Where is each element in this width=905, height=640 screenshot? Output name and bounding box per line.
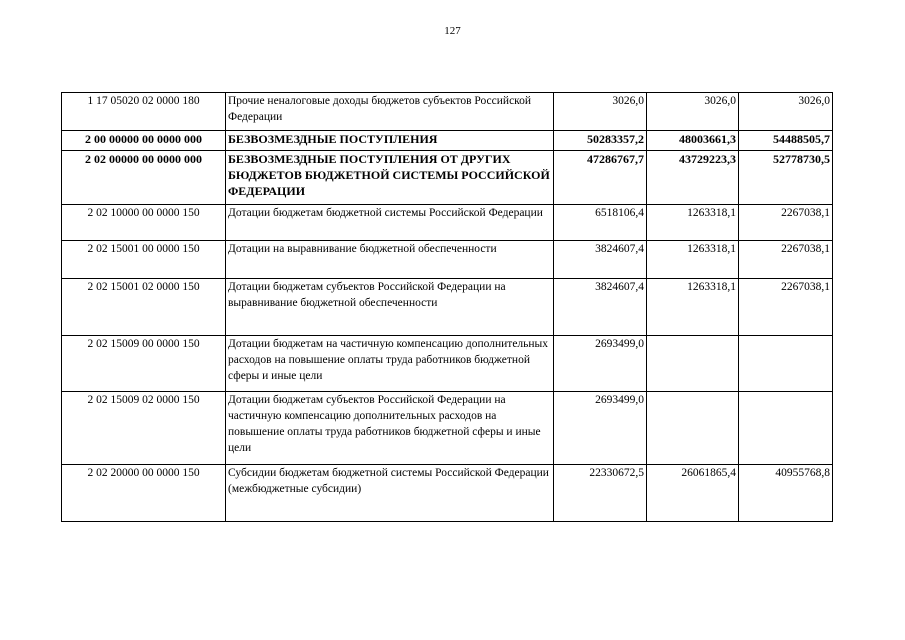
budget-code: 2 02 15001 02 0000 150 xyxy=(62,279,226,336)
value-year-2 xyxy=(647,392,739,465)
value-year-3 xyxy=(739,392,833,465)
value-year-2: 3026,0 xyxy=(647,93,739,131)
value-year-1: 47286767,7 xyxy=(554,151,647,205)
table-row xyxy=(62,205,833,241)
value-year-3: 3026,0 xyxy=(739,93,833,131)
value-year-1: 2693499,0 xyxy=(554,392,647,465)
budget-code: 2 02 15001 00 0000 150 xyxy=(62,241,226,279)
revenue-name: Дотации бюджетам бюджетной системы Российской Федерации xyxy=(226,205,554,241)
value-year-2 xyxy=(647,336,739,392)
budget-code: 2 00 00000 00 0000 000 xyxy=(62,131,226,151)
revenue-name: Дотации на выравнивание бюджетной обеспеченности xyxy=(226,241,554,279)
value-year-1: 2693499,0 xyxy=(554,336,647,392)
table-row xyxy=(62,131,833,151)
value-year-1: 3026,0 xyxy=(554,93,647,131)
budget-revenue-table xyxy=(61,92,833,522)
revenue-name: Прочие неналоговые доходы бюджетов субъектов Российской Федерации xyxy=(226,93,554,131)
page-number: 127 xyxy=(444,25,461,37)
value-year-2: 43729223,3 xyxy=(647,151,739,205)
value-year-3 xyxy=(739,336,833,392)
table-row xyxy=(62,336,833,392)
table-row xyxy=(62,465,833,522)
value-year-1: 50283357,2 xyxy=(554,131,647,151)
revenue-name: Субсидии бюджетам бюджетной системы Российской Федерации (межбюджетные субсидии) xyxy=(226,465,554,522)
budget-code: 2 02 10000 00 0000 150 xyxy=(62,205,226,241)
value-year-1: 22330672,5 xyxy=(554,465,647,522)
value-year-1: 3824607,4 xyxy=(554,279,647,336)
revenue-name: БЕЗВОЗМЕЗДНЫЕ ПОСТУПЛЕНИЯ ОТ ДРУГИХ БЮДЖЕТОВ БЮДЖЕТНОЙ СИСТЕМЫ РОССИЙСКОЙ ФЕДЕРАЦИИ xyxy=(226,151,554,205)
budget-code: 2 02 20000 00 0000 150 xyxy=(62,465,226,522)
table-row xyxy=(62,392,833,465)
budget-code: 2 02 00000 00 0000 000 xyxy=(62,151,226,205)
revenue-name: Дотации бюджетам субъектов Российской Федерации на выравнивание бюджетной обеспеченности xyxy=(226,279,554,336)
table-row xyxy=(62,151,833,205)
table-row xyxy=(62,93,833,131)
value-year-2: 1263318,1 xyxy=(647,241,739,279)
table-row xyxy=(62,279,833,336)
value-year-2: 48003661,3 xyxy=(647,131,739,151)
revenue-name: Дотации бюджетам субъектов Российской Федерации на частичную компенсацию дополнительных расходов на повышение оплаты труда работников бюджетной сферы и иные цели xyxy=(226,392,554,465)
value-year-3: 2267038,1 xyxy=(739,205,833,241)
value-year-2: 26061865,4 xyxy=(647,465,739,522)
value-year-3: 2267038,1 xyxy=(739,279,833,336)
revenue-name: БЕЗВОЗМЕЗДНЫЕ ПОСТУПЛЕНИЯ xyxy=(226,131,554,151)
value-year-3: 52778730,5 xyxy=(739,151,833,205)
value-year-2: 1263318,1 xyxy=(647,205,739,241)
table-row xyxy=(62,241,833,279)
value-year-3: 40955768,8 xyxy=(739,465,833,522)
revenue-name: Дотации бюджетам на частичную компенсацию дополнительных расходов на повышение оплаты труда работников бюджетной сферы и иные цели xyxy=(226,336,554,392)
budget-code: 2 02 15009 02 0000 150 xyxy=(62,392,226,465)
budget-code: 1 17 05020 02 0000 180 xyxy=(62,93,226,131)
value-year-3: 2267038,1 xyxy=(739,241,833,279)
value-year-1: 3824607,4 xyxy=(554,241,647,279)
budget-code: 2 02 15009 00 0000 150 xyxy=(62,336,226,392)
value-year-3: 54488505,7 xyxy=(739,131,833,151)
value-year-2: 1263318,1 xyxy=(647,279,739,336)
value-year-1: 6518106,4 xyxy=(554,205,647,241)
